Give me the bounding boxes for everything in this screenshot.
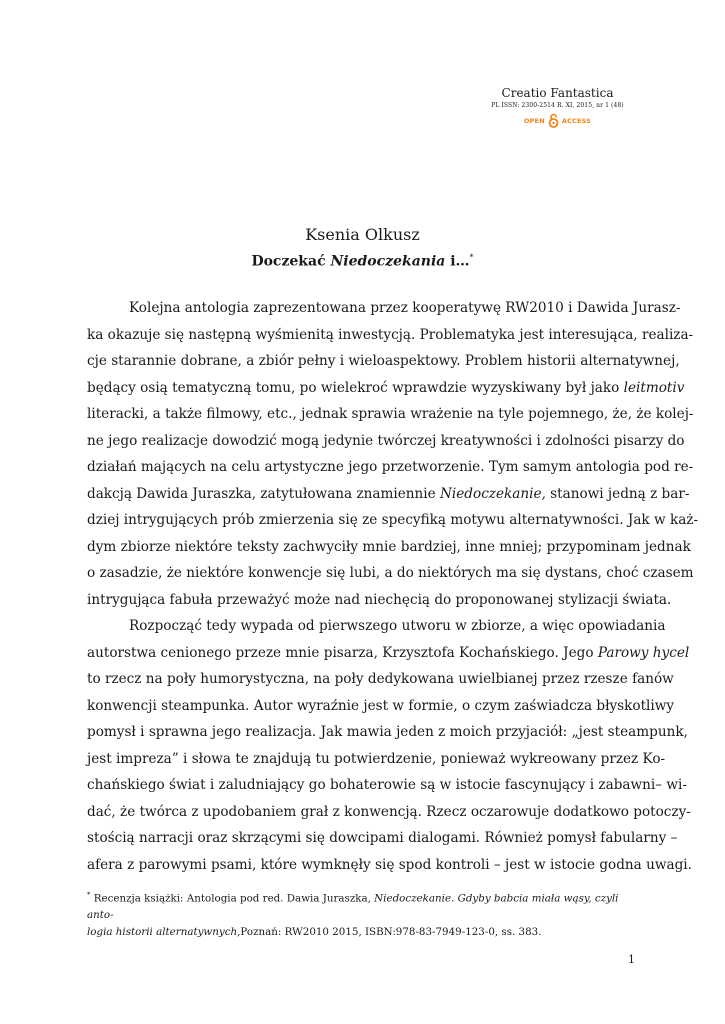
page-number: 1 (628, 953, 635, 966)
text-line (87, 852, 692, 879)
text-line (87, 825, 678, 852)
text-segment: będący osią tematyczną tomu, po wielekroć wprawdzie wyzyskiwany był jako (87, 379, 624, 396)
text-line (87, 348, 680, 375)
text-line (87, 322, 694, 349)
text-line (87, 375, 685, 402)
text-segment: cje starannie dobrane, a zbiór pełny i wieloaspektowy. Problem historii alternatywnej, (87, 353, 680, 369)
author-name: Ksenia Olkusz (305, 225, 420, 244)
journal-header (470, 86, 645, 128)
italic-segment: leitmotiv (623, 379, 685, 396)
italic-segment: Parowy hycel (597, 644, 690, 661)
text-line (87, 746, 666, 773)
text-line (87, 640, 690, 667)
text-segment: stością narracji oraz skrzącymi się dowcipami dialogami. Również pomysł fabularny – (87, 830, 678, 846)
footnote-line (87, 924, 639, 941)
paragraph (87, 295, 699, 613)
open-access-left-label: OPEN (523, 116, 545, 125)
article-body (87, 295, 699, 878)
text-segment: o zasadzie, że niektóre konwencje się lubi, a do niektórych ma się dystans, choć czasem (87, 565, 694, 581)
text-segment: ne jego realizacje dowodzić mogą jedynie twórczej kreatywności i zdolności pisarzy do (87, 432, 685, 449)
text-line (87, 428, 685, 455)
italic-segment: Niedoczekanie, (440, 485, 546, 502)
footnote-line (87, 887, 639, 924)
open-access-right-label: ACCESS (561, 116, 592, 125)
text-segment: pomysł i sprawna jego realizacja. Jak mawia jeden z moich przyjaciół: „jest steampunk, (87, 724, 688, 740)
footnote (87, 887, 639, 941)
text-segment: chańskiego świat i zaludniający go bohaterowie są w istocie fascynujący i zabawni– wi- (87, 777, 687, 793)
text-line (87, 666, 674, 693)
text-segment: dakcją Dawida Juraszka, zatytułowana znamiennie (87, 485, 441, 502)
text-line (87, 799, 691, 826)
text-segment: to rzecz na poły humorystyczna, na poły dedykowana uwielbianej przez rzesze fanów (87, 671, 674, 687)
text-segment: jest impreza” i słowa te znajdują tu potwierdzenie, ponieważ wykreowany przez Ko- (87, 750, 666, 767)
text-segment: dym zbiorze niektóre teksty zachwyciły mnie bardziej, inne mniej; przypominam jednak (87, 538, 691, 555)
text-line (87, 534, 691, 561)
text-line (87, 587, 672, 614)
text-segment: konwencji steampunka. Autor wyraźnie jest w formie, o czym zaświadcza błyskotliwy (87, 697, 675, 714)
text-line (87, 401, 694, 428)
text-segment: ka okazuje się następną wyśmienitą inwestycją. Problematyka jest interesująca, realiza- (87, 326, 694, 343)
text-line (87, 507, 699, 534)
title-prefix: Doczekać (251, 253, 331, 270)
title-footnote-mark: * (469, 253, 474, 262)
text-segment: autorstwa cenionego przeze mnie pisarza, Krzysztofa Kochańskiego. Jego (87, 644, 598, 661)
text-line (87, 719, 688, 746)
text-line (87, 454, 694, 481)
text-segment: stanowi jedną z bar- (545, 485, 690, 502)
journal-name: Creatio Fantastica (501, 86, 614, 100)
text-segment: Kolejna antologia zaprezentowana przez kooperatywę RW2010 i Dawida Jurasz- (129, 300, 681, 316)
text-segment: Rozpocząć tedy wypada od pierwszego utworu w zbiorze, a więc opowiadania (129, 618, 666, 634)
text-line (87, 772, 687, 799)
text-segment: afera z parowymi psami, które wymknęły się spod kontroli – jest w istocie godna uwagi. (87, 856, 692, 873)
text-segment: intrygująca fabuła przeważyć może nad niechęcią do proponowanej stylizacji świata. (87, 591, 672, 608)
italic-segment: Niedoczekanie. Gdyby babcia miała wąsy, czyli anto- (87, 892, 619, 922)
open-access-badge (470, 113, 645, 128)
footnote-mark: * (87, 891, 91, 899)
journal-issn: PL ISSN: 2300-2514 R. XI, 2015, nr 1 (48) (491, 102, 624, 109)
article-title (0, 253, 725, 270)
text-segment: Recenzja książki: Antologia pod red. Dawia Juraszka, (90, 892, 375, 905)
paragraph (87, 613, 692, 878)
italic-segment: logia historii alternatywnych, (87, 926, 241, 939)
text-line (87, 613, 666, 640)
text-line (87, 693, 675, 720)
text-segment: dać, że twórca z upodobaniem grał z konwencją. Rzecz oczarowuje dodatkowo potoczy- (87, 803, 691, 820)
text-segment: literacki, a także filmowy, etc., jednak sprawia wrażenie na tyle pojemnego, że, że kolej- (87, 406, 694, 422)
title-suffix: i… (445, 253, 470, 270)
text-segment: działań mających na celu artystyczne jego przetworzenie. Tym samym antologia pod re- (87, 459, 694, 475)
text-line (87, 295, 681, 322)
text-segment: dziej intrygujących prób zmierzenia się ze specyfiką motywu alternatywności. Jak w każ- (87, 512, 699, 528)
title-italic: Niedoczekania (330, 253, 446, 270)
text-segment: Poznań: RW2010 2015, ISBN:978-83-7949-123-0, ss. 383. (240, 926, 542, 939)
open-access-lock-icon (548, 113, 559, 128)
text-line (87, 560, 694, 587)
text-line (87, 481, 690, 508)
